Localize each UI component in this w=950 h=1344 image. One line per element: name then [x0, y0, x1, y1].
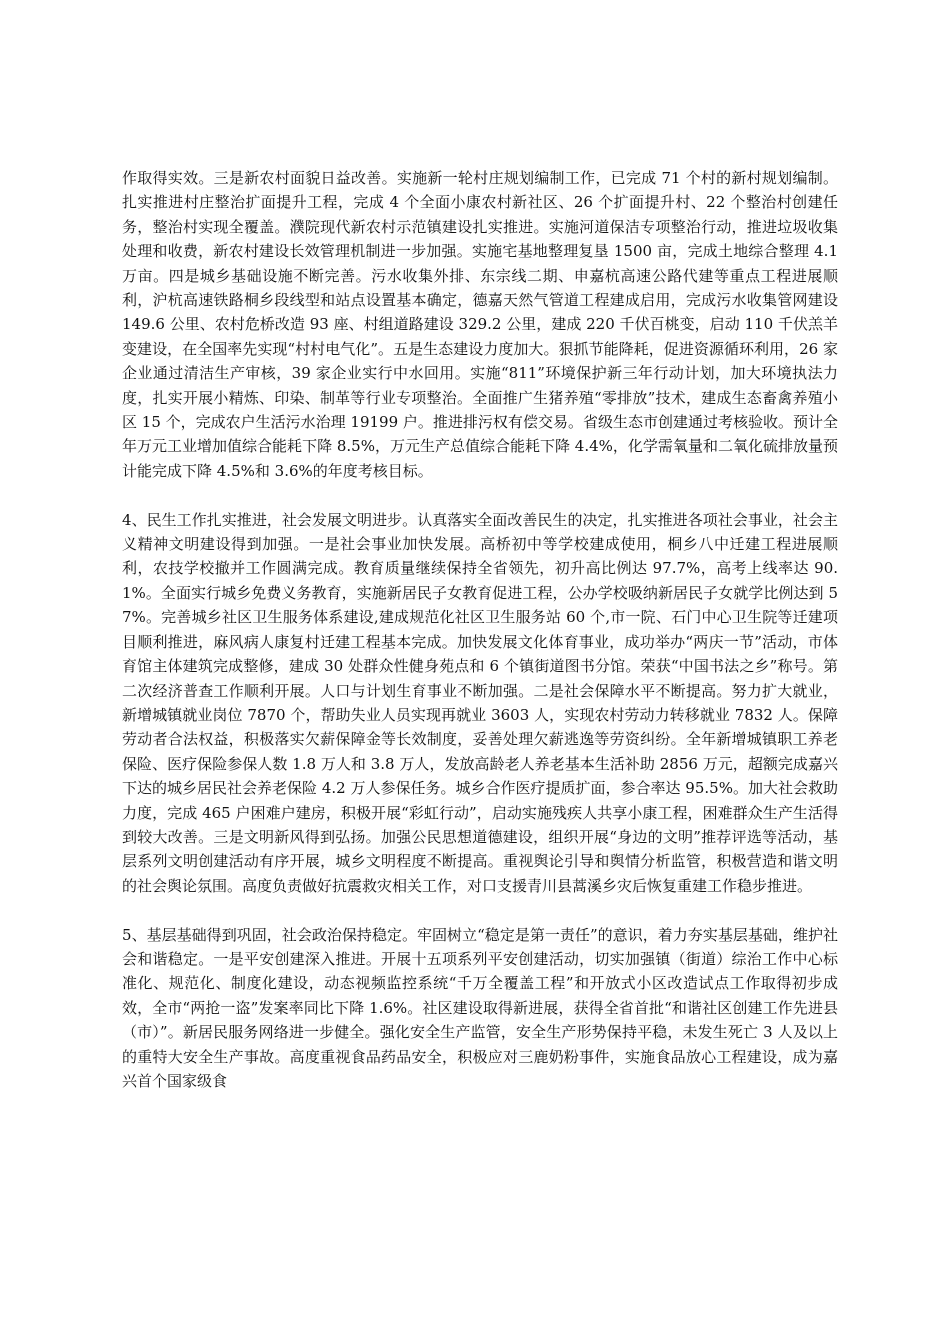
paragraph-livelihood: 4、民生工作扎实推进，社会发展文明进步。认真落实全面改善民生的决定，扎实推进各项社会事业，社会主义精神文明建设得到加强。一是社会事业加快发展。高桥初中等学校建成使用，桐乡八中迁建工程进展顺利，农技学校撤并工作圆满完成。教育质量继续保持全省领先，初升高比例达 97.7%，高考上线率达 90.1%。全面实行城乡免费义务教育，实施新居民子女教育促进工程，公办学校吸纳新居民子女就学比例达到 57%。完善城乡社区卫生服务体系建设,建成规范化社区卫生服务站 60 个,市一院、石门中心卫生院等迁建项目顺利推进，麻风病人康复村迁建工程基本完成。加快发展文化体育事业，成功举办“两庆一节”活动，市体育馆主体建筑完成整修，建成 30 处群众性健身苑点和 6 个镇街道图书分馆。荣获“中国书法之乡”称号。第二次经济普查工作顺利开展。人口与计划生育事业不断加强。二是社会保障水平不断提高。努力扩大就业，新增城镇就业岗位 7870 个，帮助失业人员实现再就业 3603 人，实现农村劳动力转移就业 7832 人。保障劳动者合法权益，积极落实欠薪保障金等长效制度，妥善处理欠薪逃逸等劳资纠纷。全年新增城镇职工养老保险、医疗保险参保人数 1.8 万人和 3.8 万人，发放高龄老人养老基本生活补助 2856 万元，超额完成嘉兴下达的城乡居民社会养老保险 4.2 万人参保任务。城乡合作医疗提质扩面，参合率达 95.5%。加大社会救助力度，完成 465 户困难户建房，积极开展“彩虹行动”，启动实施残疾人共享小康工程，困难群众生产生活得到较大改善。三是文明新风得到弘扬。加强公民思想道德建设，组织开展“身边的文明”推荐评选等活动，基层系列文明创建活动有序开展，城乡文明程度不断提高。重视舆论引导和舆情分析监管，积极营造和谐文明的社会舆论氛围。高度负责做好抗震救灾相关工作，对口支援青川县蒿溪乡灾后恢复重建工作稳步推进。: [122, 510, 838, 895]
paragraph-grassroots-stability: 5、基层基础得到巩固，社会政治保持稳定。牢固树立“稳定是第一责任”的意识，着力夯实基层基础，维护社会和谐稳定。一是平安创建深入推进。开展十五项系列平安创建活动，切实加强镇（街道）综治工作中心标准化、规范化、制度化建设，动态视频监控系统“千万全覆盖工程”和开放式小区改造试点工作取得初步成效，全市“两抢一盗”发案率同比下降 1.6%。社区建设取得新进展，获得全省首批“和谐社区创建工作先进县（市）”。新居民服务网络进一步健全。强化安全生产监管，安全生产形势保持平稳，未发生死亡 3 人及以上的重特大安全生产事故。高度重视食品药品安全，积极应对三鹿奶粉事件，实施食品放心工程建设，成为嘉兴首个国家级食: [122, 925, 838, 1090]
document-body: [122, 166, 838, 1093]
paragraph-rural-development: 作取得实效。三是新农村面貌日益改善。实施新一轮村庄规划编制工作，已完成 71 个村的新村规划编制。扎实推进村庄整治扩面提升工程，完成 4 个全面小康农村新社区、26 个扩面提升村、22 个整治村创建任务，整治村实现全覆盖。濮院现代新农村示范镇建设扎实推进。实施河道保洁专项整治行动，推进垃圾收集处理和收费，新农村建设长效管理机制进一步加强。实施宅基地整理复垦 1500 亩，完成土地综合整理 4.1 万亩。四是城乡基础设施不断完善。污水收集外排、东宗线二期、申嘉杭高速公路代建等重点工程进展顺利，沪杭高速铁路桐乡段线型和站点设置基本确定，德嘉天然气管道工程建成启用，完成污水收集管网建设 149.6 公里、农村危桥改造 93 座、村组道路建设 329.2 公里，建成 220 千伏百桃变，启动 110 千伏羔羊变建设，在全国率先实现“村村电气化”。五是生态建设力度加大。狠抓节能降耗，促进资源循环利用，26 家企业通过清洁生产审核，39 家企业实行中水回用。实施“811”环境保护新三年行动计划，加大环境执法力度，扎实开展小精炼、印染、制革等行业专项整治。全面推广生猪养殖“零排放”技术，建成生态畜禽养殖小区 15 个，完成农户生活污水治理 19199 户。推进排污权有偿交易。省级生态市创建通过考核验收。预计全年万元工业增加值综合能耗下降 8.5%，万元生产总值综合能耗下降 4.4%，化学需氧量和二氧化硫排放量预计能完成下降 4.5%和 3.6%的年度考核目标。: [122, 169, 838, 480]
